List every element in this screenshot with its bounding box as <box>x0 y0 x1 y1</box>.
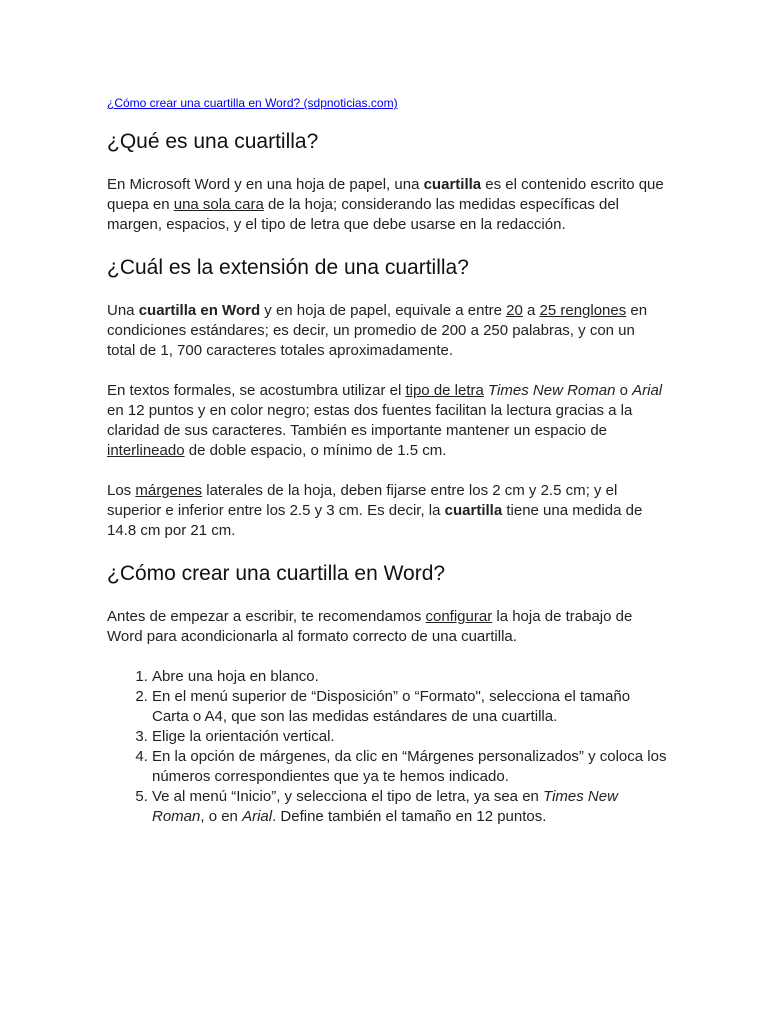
bold-term: cuartilla <box>444 502 503 519</box>
step-item <box>152 747 667 787</box>
document-content <box>107 94 667 827</box>
step-item <box>152 667 667 687</box>
text: es el contenido escrito que quepa en <box>107 176 664 213</box>
step-item <box>152 787 667 827</box>
underlined-term: 25 renglones <box>539 302 627 319</box>
paragraph-tipo-letra <box>107 381 667 461</box>
italic-term: Arial <box>632 382 663 399</box>
step-item <box>152 727 667 747</box>
heading-que-es-cuartilla: ¿Qué es una cuartilla? <box>107 130 319 153</box>
underlined-term: configurar <box>425 608 493 625</box>
text: Antes de empezar a escribir, te recomendamos <box>107 608 426 625</box>
text: en condiciones estándares; es decir, un promedio de 200 a 250 palabras, y con un total de 1, 700 caracteres totales aproximadamente. <box>107 302 648 359</box>
paragraph-margenes <box>107 481 667 541</box>
text: de la hoja; considerando las medidas específicas del margen, espacios, y el tipo de letra que debe usarse en la redacción. <box>107 196 620 233</box>
text: de doble espacio, o mínimo de 1.5 cm. <box>184 442 447 459</box>
text: y en hoja de papel, equivale a entre <box>260 302 507 319</box>
underlined-term: tipo de letra <box>405 382 484 399</box>
text: tiene una medida de 14.8 cm por 21 cm. <box>107 502 643 539</box>
underlined-term: una sola cara <box>173 196 264 213</box>
text: en 12 puntos y en color negro; estas dos fuentes facilitan la lectura gracias a la claridad de sus caracteres. También es importante mantener un espacio de <box>107 402 633 439</box>
text: Elige la orientación vertical. <box>152 728 335 745</box>
bold-term: cuartilla <box>423 176 482 193</box>
italic-term: Times New Roman <box>152 788 618 825</box>
source-link[interactable]: ¿Cómo crear una cuartilla en Word? (sdpnoticias.com) <box>107 96 398 110</box>
text: la hoja de trabajo de Word para acondicionarla al formato correcto de una cuartilla. <box>107 608 633 645</box>
underlined-term: márgenes <box>135 482 203 499</box>
text: Los <box>107 482 136 499</box>
italic-term: Times New Roman <box>488 382 616 399</box>
text: laterales de la hoja, deben fijarse entre los 2 cm y 2.5 cm; y el superior e inferior entre los 2.5 y 3 cm. Es decir, la <box>107 482 618 519</box>
paragraph-extension <box>107 301 667 361</box>
underlined-term: 20 <box>506 302 523 319</box>
text: En Microsoft Word y en una hoja de papel, una <box>107 176 424 193</box>
text: Abre una hoja en blanco. <box>152 668 319 685</box>
text: o <box>615 382 633 399</box>
text: a <box>522 302 540 319</box>
text: Una <box>107 302 139 319</box>
heading-extension-cuartilla: ¿Cuál es la extensión de una cuartilla? <box>107 256 469 279</box>
steps-list <box>107 667 667 827</box>
heading-como-crear-cuartilla: ¿Cómo crear una cuartilla en Word? <box>107 562 446 585</box>
text: En textos formales, se acostumbra utilizar el <box>107 382 406 399</box>
text: . Define también el tamaño en 12 puntos. <box>272 808 547 825</box>
text: En la opción de márgenes, da clic en “Márgenes personalizados” y coloca los números correspondientes que ya te hemos indicado. <box>152 748 667 785</box>
text: , o en <box>200 808 243 825</box>
paragraph-configurar <box>107 607 667 647</box>
bold-term: cuartilla en Word <box>138 302 261 319</box>
step-item <box>152 687 667 727</box>
text: En el menú superior de “Disposición” o “Formato", selecciona el tamaño Carta o A4, que son las medidas estándares de una cuartilla. <box>152 688 631 725</box>
text: Ve al menú “Inicio”, y selecciona el tipo de letra, ya sea en <box>152 788 544 805</box>
underlined-term: interlineado <box>107 442 185 459</box>
italic-term: Arial <box>242 808 273 825</box>
paragraph-definicion <box>107 175 667 235</box>
